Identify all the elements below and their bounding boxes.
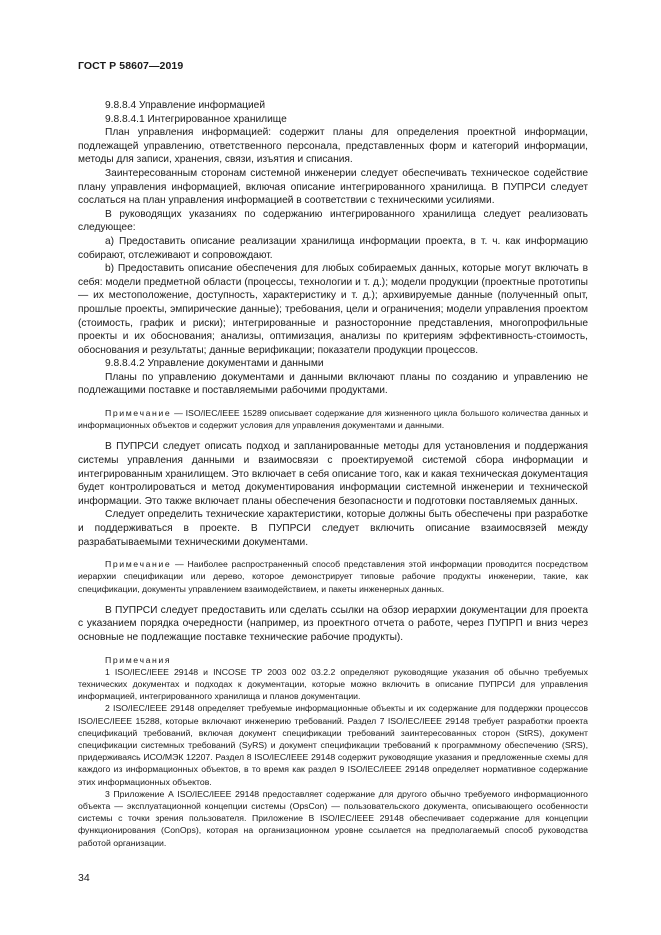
note	[78, 558, 588, 595]
note-text: — Наиболее распространенный способ представления этой информации проводится посредством иерархии спецификации или дерево, которое демонстрирует типовые рабочие продукты инженерии, такие, как спецификации, документы управлением взаимодействием, и пакеты инженерных данных.	[78, 559, 588, 594]
paragraph: Планы по управлению документами и данными включают планы по созданию и управлению не подлежащими поставке и поставляемыми рабочими продуктами.	[78, 371, 588, 397]
paragraph: Заинтересованным сторонам системной инженерии следует обеспечивать техническое содействие плану управления информацией, включая описание интегрированного хранилища. В ПУПРСИ следует сослаться на план управления информацией в соответствии с техническими усилиями.	[78, 167, 588, 207]
section-heading: 9.8.8.4 Управление информацией	[105, 100, 266, 111]
note-label: Примечание	[105, 559, 172, 570]
paragraph: План управления информацией: содержит планы для определения проектной информации, подлежащей управлению, ответственного персонала, представленных форм и категорий информации, методы для записи, хранения, связи, изъятия и списания.	[78, 127, 588, 166]
paragraph: В ПУПРСИ следует предоставить или сделать ссылки на обзор иерархии документации для проекта с указанием порядка очередности (например, из проектного отчета о работе, через ПУПРП и вниз через основные не подлежащие поставке технические рабочие продукты).	[78, 604, 588, 644]
notes-title: Примечания	[105, 654, 172, 665]
note-item: 3 Приложение А ISO/IEC/IEEE 29148 предоставляет содержание для другого обычно требуемого информационного объекта — эксплуатационной концепции системы (OpsCon) — пользовательского документа, описывающего особенности системы с точки зрения пользователя. Приложение В ISO/IEC/IEEE 29148 обеспечивает содержание для концепции функционирования (ConOps), которая на организационном уровне ссылается на предполагаемый способ руководства работой организации.	[78, 788, 588, 848]
note	[78, 407, 588, 431]
subsection-heading: 9.8.8.4.2 Управление документами и данными	[105, 358, 324, 370]
subsection-heading: 9.8.8.4.1 Интегрированное хранилище	[105, 113, 287, 125]
list-item: a) Предоставить описание реализации хранилища информации проекта, в т. ч. как информацию собирают, отслеживают и сопровождают.	[78, 235, 588, 261]
note-item: 1 ISO/IEC/IEEE 29148 и INCOSE TP 2003 002 03.2.2 определяют руководящие указания об обычно требуемых технических документах и подходах к документации, которые можно включить в описание ПУПРСИ для управления информацией, интегрированного хранилища и планов документации.	[78, 666, 588, 702]
note-label: Примечание	[105, 408, 172, 419]
document-body	[78, 90, 588, 849]
note-text: — ISO/IEC/IEEE 15289 описывает содержание для жизненного цикла большого количества данных и информационных объектов и содержит условия для управления документами и данными.	[78, 408, 588, 431]
standard-header: ГОСТ Р 58607—2019	[78, 60, 184, 72]
paragraph: В ПУПРСИ следует описать подход и запланированные методы для установления и поддержания системы управления данными и взаимосвязи с проектируемой системой сбора информации и интегрированным хранилищем. Это включает в себя описание того, как и какая техническая документация будет контролироваться и метод документирования информации системной инженерии и технической информации. Это также включает планы обеспечения безопасности и подготовки поставляемых данных.	[78, 441, 588, 507]
paragraph: Следует определить технические характеристики, которые должны быть обеспечены при разработке и поддерживаться в проекте. В ПУПРСИ следует включить описание взаимосвязей между разрабатываемыми техническими документами.	[78, 509, 588, 548]
list-item: b) Предоставить описание обеспечения для любых собираемых данных, которые могут включать в себя: модели предметной области (процессы, технологии и т. д.); модели продукции (проектные прототипы — их местоположение, доступность, характеристику и т. д.); архивируемые данные (полученный опыт, прошлые проекты, эмпирические данные); требования, цели и ограничения; модели управления проектом (стоимость, график и риски); интегрированные и разносторонние представления, многопрофильные проекты и их обоснования; анализы, оптимизация, анализы по критериям эффективность-стоимость, обоснования и результаты; данные верификации; показатели продукции процессов.	[78, 263, 588, 356]
page-number: 34	[78, 872, 90, 884]
paragraph: В руководящих указаниях по содержанию интегрированного хранилища следует реализовать следующее:	[78, 208, 588, 234]
note-item: 2 ISO/IEC/IEEE 29148 определяет требуемые информационные объекты и их содержание для поддержки процессов ISO/IEC/IEEE 15288, которые включают инженерию требований. Раздел 7 ISO/IEC/IEEE 29148 требует разработки проекта спецификаций требований, включая документ спецификации требований заинтересованных сторон (StRS), документ спецификации системных требований (SyRS) и документ спецификации требований к программному обеспечению (SRS), придерживаясь ИСО/МЭК 12207. Раздел 8 ISO/IEC/IEEE 29148 содержит руководящие указания и предложенные схемы для каждого из информационных объектов, в то время как раздел 9 ISO/IEC/IEEE 29148 определяет нормативное содержание этих информационных объектов.	[78, 703, 588, 787]
